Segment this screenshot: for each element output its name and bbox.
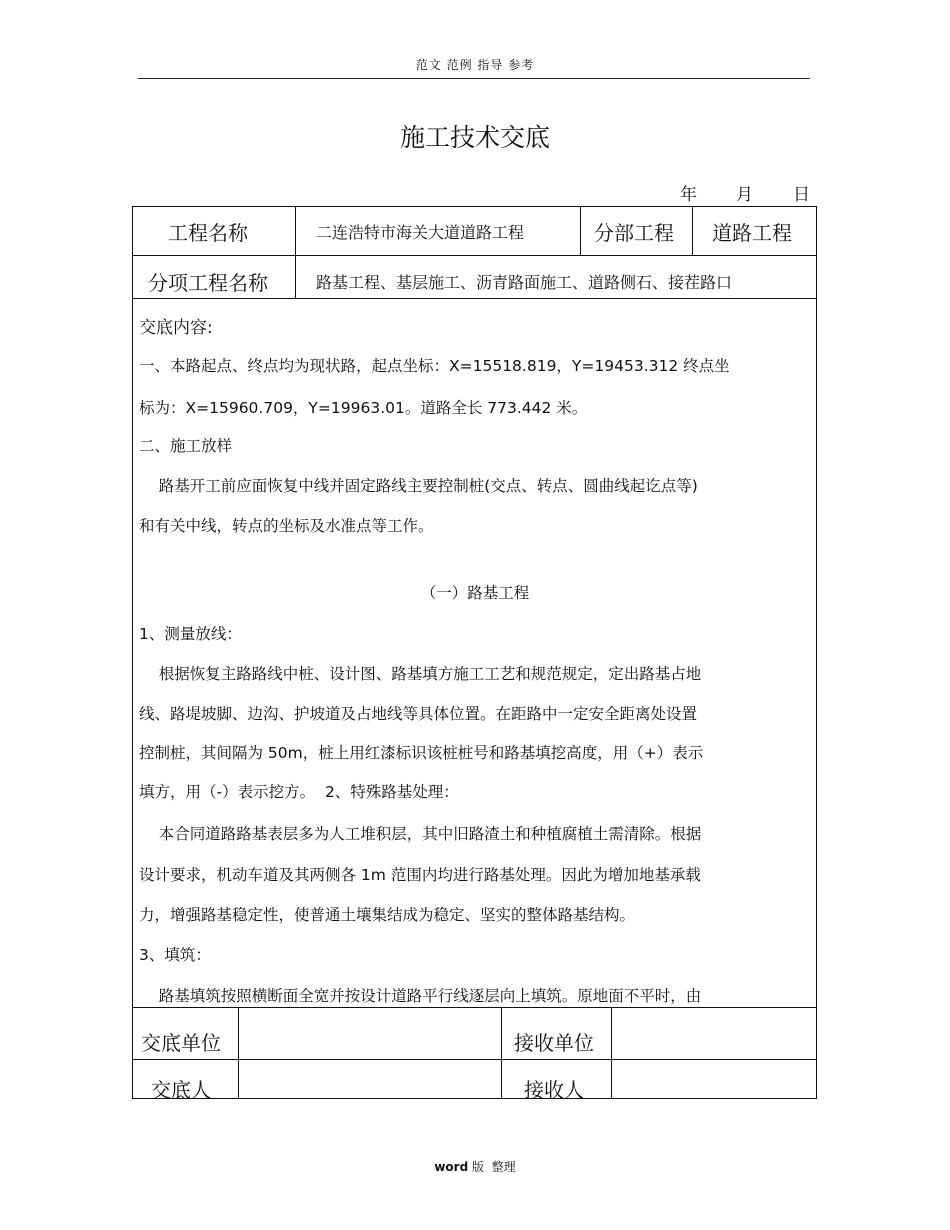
content-line: 路基开工前应面恢复中线并固定路线主要控制桩(交点、转点、圆曲线起讫点等): [139, 477, 698, 495]
division-value: 道路工程: [712, 221, 792, 245]
content-line: 根据恢复主路路线中桩、设计图、路基填方施工工艺和规范规定，定出路基占地: [139, 665, 702, 683]
table-rule: [132, 298, 817, 299]
receiver-person-label: 接收人: [524, 1078, 584, 1102]
content-line: 本合同道路路基表层多为人工堆积层，其中旧路渣土和种植腐植土需清除。根据: [139, 825, 702, 843]
document-title: 施工技术交底: [399, 123, 550, 152]
handover-unit-label: 交底单位: [141, 1031, 221, 1055]
content-line: 线、路堤坡脚、边沟、护坡道及占地线等具体位置。在距路中一定安全距离处设置: [139, 705, 698, 723]
page-header: 范文 范例 指导 参考: [415, 58, 535, 72]
receiver-unit-label: 接收单位: [514, 1031, 594, 1055]
table-rule: [295, 206, 296, 298]
date-day: 日: [793, 185, 810, 205]
disclosure-table: [132, 206, 817, 1099]
table-rule: [132, 255, 817, 256]
project-name-label: 工程名称: [168, 221, 248, 245]
page-footer: [0, 1158, 950, 1175]
subitem-label: 分项工程名称: [148, 271, 268, 295]
date-year: 年: [680, 185, 697, 205]
content-line: 控制桩，其间隔为 50m，桩上用红漆标识该桩桩号和路基填挖高度，用（+）表示: [139, 744, 704, 762]
table-rule: [501, 1007, 502, 1099]
date-month: 月: [736, 185, 753, 205]
content-line: 二、施工放样: [139, 437, 233, 455]
footer-rest: 版 整理: [468, 1160, 516, 1174]
table-rule: [611, 1007, 612, 1099]
subitem-value: 路基工程、基层施工、沥青路面施工、道路侧石、接茬路口: [316, 273, 733, 292]
table-rule: [132, 1007, 817, 1008]
header-rule: [138, 78, 810, 79]
table-rule: [238, 1007, 239, 1099]
table-rule: [580, 206, 581, 255]
section-heading: （一）路基工程: [420, 584, 530, 602]
content-line: 标为：X=15960.709，Y=19963.01。道路全长 773.442 米。: [139, 399, 588, 417]
table-rule: [132, 1059, 817, 1060]
content-label: 交底内容:: [139, 318, 213, 338]
content-line: 一、本路起点、终点均为现状路，起点坐标：X=15518.819，Y=19453.312 终点坐: [139, 357, 730, 375]
content-line: 1、测量放线：: [139, 625, 242, 643]
content-line: 路基填筑按照横断面全宽并按设计道路平行线逐层向上填筑。原地面不平时，由: [139, 987, 702, 1005]
content-line: 填方，用（-）表示挖方。 2、特殊路基处理：: [139, 783, 459, 801]
division-label: 分部工程: [594, 221, 674, 245]
handover-person-label: 交底人: [151, 1078, 211, 1102]
content-line: 和有关中线，转点的坐标及水准点等工作。: [139, 517, 434, 535]
content-line: 设计要求，机动车道及其两侧各 1m 范围内均进行路基处理。因此为增加地基承载: [139, 866, 701, 884]
project-name-value: 二连浩特市海关大道道路工程: [316, 223, 525, 242]
footer-bold: word: [434, 1160, 469, 1174]
table-rule: [692, 206, 693, 255]
content-line: 3、填筑：: [139, 946, 211, 964]
content-line: 力，增强路基稳定性，使普通土壤集结成为稳定、坚实的整体路基结构。: [139, 906, 636, 924]
